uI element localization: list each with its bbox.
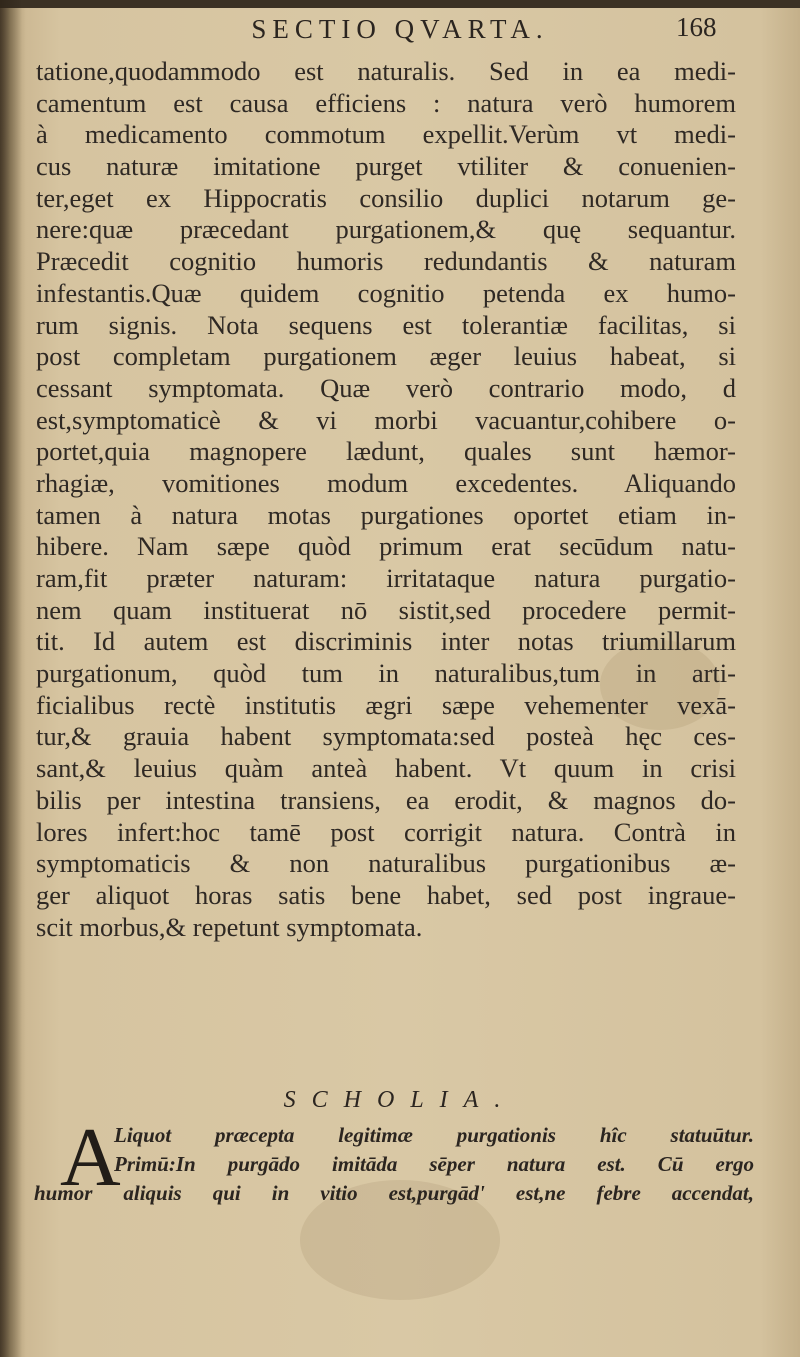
- text-line: Præcedit cognitio humoris redundantis & naturam: [36, 246, 736, 277]
- text-line: purgationum, quòd tum in naturalibus,tum in arti-: [36, 658, 736, 689]
- text-line: tamen à natura motas purgationes oportet etiam in-: [36, 499, 736, 530]
- text-line: ger aliquot horas satis bene habet, sed post ingraue-: [36, 879, 736, 910]
- text-line: symptomaticis & non naturalibus purgationibus æ-: [36, 848, 736, 879]
- text-line: portet,quia magnopere lædunt, quales sunt hæmor-: [36, 436, 736, 467]
- scholia-text-block: [34, 1121, 754, 1208]
- text-line: bilis per intestina transiens, ea erodit, & magnos do-: [36, 784, 736, 815]
- text-line: est,symptomaticè & vi morbi vacuantur,cohibere o-: [36, 404, 736, 435]
- text-line: ter,eget ex Hippocratis consilio duplici notarum ge-: [36, 182, 736, 213]
- text-line: infestantis.Quæ quidem cognitio petenda ex humo-: [36, 277, 736, 308]
- page-number: 168: [676, 12, 717, 42]
- text-line: tur,& grauia habent symptomata:sed posteà hęc ces-: [36, 721, 736, 752]
- text-line: scit morbus,& repetunt symptomata.: [36, 911, 423, 942]
- text-line: rhagiæ, vomitiones modum excedentes. Aliquando: [36, 467, 736, 498]
- drop-cap-initial: A: [60, 1111, 121, 1204]
- text-line: camentum est causa efficiens : natura verò humorem: [36, 87, 736, 118]
- text-line: post completam purgationem æger leuius habeat, si: [36, 341, 736, 372]
- main-text-block: [36, 56, 736, 943]
- running-head: SECTIO QVARTA.: [251, 14, 549, 44]
- text-line: rum signis. Nota sequens est tolerantiæ facilitas, si: [36, 309, 736, 340]
- text-line: à medicamento commotum expellit.Verùm vt medi-: [36, 119, 736, 150]
- text-line: cus naturæ imitatione purget vtiliter & conuenien-: [36, 151, 736, 182]
- text-line: sant,& leuius quàm anteà habent. Vt quum in crisi: [36, 753, 736, 784]
- spine-shadow: [0, 0, 22, 1357]
- text-line: nem quam instituerat nō sistit,sed procedere permit-: [36, 594, 736, 625]
- text-line: tit. Id autem est discriminis inter notas triumillarum: [36, 626, 736, 657]
- scholia-line: Primū:In purgādo imitāda sēper natura est. Cū ergo: [114, 1152, 754, 1176]
- text-line: ram,fit præter naturam: irritataque natura purgatio-: [36, 563, 736, 593]
- text-line: lores infert:hoc tamē post corrigit natura. Contrà in: [36, 816, 736, 847]
- scholia-heading: SCHOLIA.: [283, 1087, 517, 1113]
- scholia-line: Liquot præcepta legitimæ purgationis hîc statuūtur.: [114, 1123, 754, 1147]
- text-line: cessant symptomata. Quæ verò contrario modo, d: [36, 372, 736, 403]
- text-line: hibere. Nam sæpe quòd primum erat secūdum natu-: [36, 531, 736, 562]
- text-line: tatione,quodammodo est naturalis. Sed in ea medi-: [36, 56, 736, 86]
- text-line: nere:quæ præcedant purgationem,& quę sequantur.: [36, 214, 736, 245]
- scholia-line: humor aliquis qui in vitio est,purgād' est,ne febre accendat,: [34, 1181, 754, 1205]
- text-line: ficialibus rectè institutis ægri sæpe vehementer vexā-: [36, 689, 736, 720]
